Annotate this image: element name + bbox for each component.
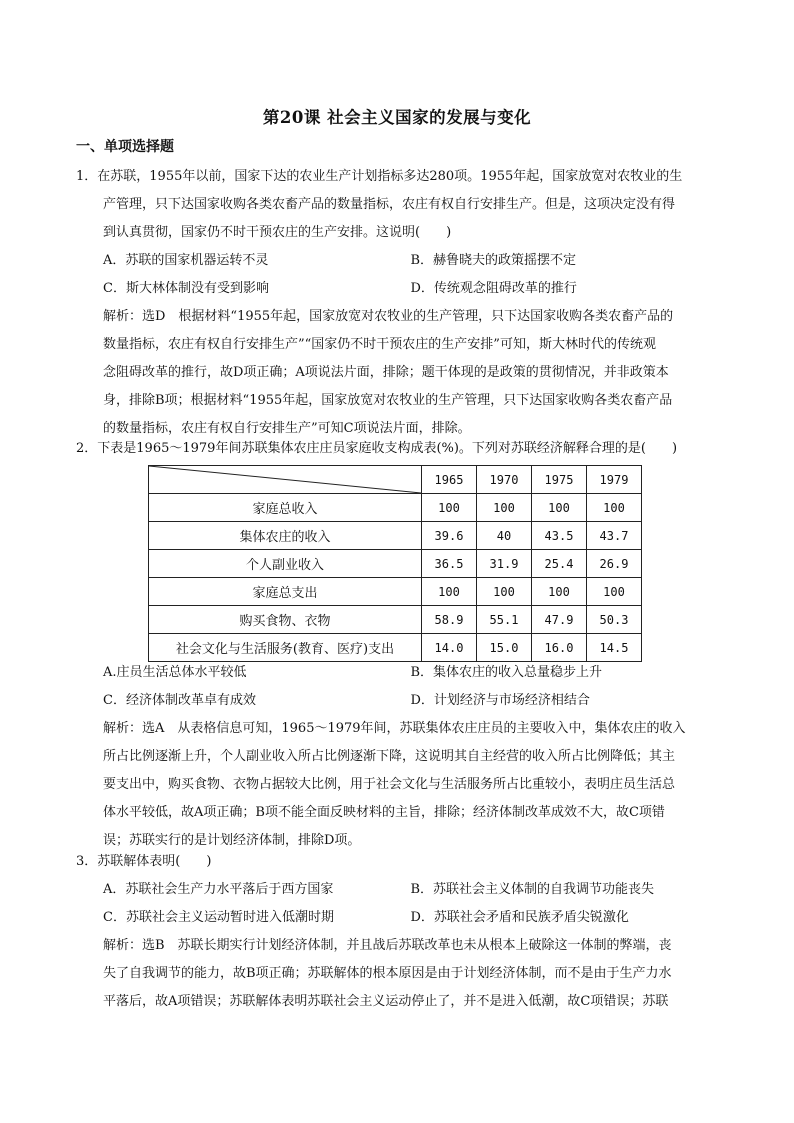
analysis-line: 所占比例逐渐上升，个人副业收入所占比例逐渐下降，这说明其自主经营的收入所占比例降低；其主: [103, 749, 676, 764]
table-cell: 100: [532, 494, 587, 522]
analysis-line: 身，排除B项；根据材料“1955年起，国家放宽对农牧业的生产管理，只下达国家收购各类农畜产品: [103, 393, 673, 408]
page-title: 第20课 社会主义国家的发展与变化: [262, 108, 532, 127]
analysis-line: 误；苏联实行的是计划经济体制，排除D项。: [103, 833, 361, 848]
row-label: 家庭总支出: [149, 578, 422, 606]
analysis-line: 失了自我调节的能力，故B项正确；苏联解体的根本原因是由于计划经济体制，而不是由于生产力水: [103, 966, 672, 981]
table-row: [149, 578, 642, 606]
table-row: [149, 494, 642, 522]
section-heading: 一、单项选择题: [76, 139, 174, 155]
table-cell: 100: [477, 578, 532, 606]
analysis-line: 要支出中，购买食物、衣物占据较大比例，用于社会文化与生活服务所占比重较小，表明庄员生活总: [103, 777, 676, 792]
question-stem-line: 1．在苏联，1955年以前，国家下达的农业生产计划指标多达280项。1955年起，国家放宽对农牧业的生: [76, 169, 683, 184]
table-corner-cell: [149, 466, 422, 494]
table-header-row: [149, 466, 642, 494]
table-cell: 39.6: [422, 522, 477, 550]
table-cell: 31.9: [477, 550, 532, 578]
analysis-line: 解析：选A 从表格信息可知，1965～1979年间，苏联集体农庄庄员的主要收入中，集体农庄的收入: [103, 721, 686, 736]
table-cell: 36.5: [422, 550, 477, 578]
table-cell: 50.3: [587, 606, 642, 634]
question-1: [76, 163, 718, 443]
options: [76, 247, 718, 303]
analysis-line: 解析：选D 根据材料“1955年起，国家放宽对农牧业的生产管理，只下达国家收购各类农畜产品的: [103, 309, 674, 324]
table-cell: 14.5: [587, 634, 642, 662]
table-row: [149, 634, 642, 662]
row-label: 购买食物、衣物: [149, 606, 422, 634]
option-a: A.庄员生活总体水平较低: [103, 665, 247, 680]
table-cell: 100: [532, 578, 587, 606]
option-d: D．传统观念阻碍改革的推行: [410, 281, 577, 296]
table-cell: 16.0: [532, 634, 587, 662]
analysis-line: 解析：选B 苏联长期实行计划经济体制，并且战后苏联改革也未从根本上破除这一体制的弊端，丧: [103, 938, 672, 953]
row-label: 家庭总收入: [149, 494, 422, 522]
table-cell: 100: [422, 578, 477, 606]
analysis-line: 的数量指标，农庄有权自行安排生产”可知C项说法片面，排除。: [103, 421, 471, 436]
table-row: [149, 606, 642, 634]
option-c: C．经济体制改革卓有成效: [103, 693, 256, 708]
diagonal-line: [149, 466, 421, 493]
row-label: 个人副业收入: [149, 550, 422, 578]
year-header: 1970: [477, 466, 532, 494]
table-cell: 15.0: [477, 634, 532, 662]
option-b: B．集体农庄的收入总量稳步上升: [410, 665, 603, 680]
table-cell: 100: [422, 494, 477, 522]
option-d: D．苏联社会矛盾和民族矛盾尖锐激化: [410, 910, 629, 925]
question-stem-line: 到认真贯彻，国家仍不时干预农庄的生产安排。这说明( ): [103, 225, 452, 240]
year-header: 1975: [532, 466, 587, 494]
question-2: [76, 435, 718, 463]
row-label: 社会文化与生活服务(教育、医疗)支出: [149, 634, 422, 662]
options: [76, 876, 718, 932]
analysis-line: 念阻碍改革的推行，故D项正确；A项说法片面，排除；题干体现的是政策的贯彻情况，并非政策本: [103, 365, 669, 380]
option-d: D．计划经济与市场经济相结合: [410, 693, 590, 708]
option-b: B．赫鲁晓夫的政策摇摆不定: [410, 253, 577, 268]
option-a: A．苏联社会生产力水平落后于西方国家: [103, 882, 334, 897]
row-label: 集体农庄的收入: [149, 522, 422, 550]
option-b: B．苏联社会主义体制的自我调节功能丧失: [410, 882, 655, 897]
question-stem-line: 2．下表是1965～1979年间苏联集体农庄庄员家庭收支构成表(%)。下列对苏联经济解释合理的是( ): [76, 441, 678, 456]
question-3: [76, 848, 718, 1016]
table-cell: 14.0: [422, 634, 477, 662]
table-cell: 26.9: [587, 550, 642, 578]
option-a: A．苏联的国家机器运转不灵: [103, 253, 269, 268]
question-2-continued: [76, 659, 718, 855]
year-header: 1965: [422, 466, 477, 494]
table-cell: 100: [587, 494, 642, 522]
question-stem-line: 3．苏联解体表明( ): [76, 854, 212, 869]
table-cell: 40: [477, 522, 532, 550]
analysis-line: 体水平较低，故A项正确；B项不能全面反映材料的主旨，排除；经济体制改革成效不大，故C项错: [103, 805, 665, 820]
table-cell: 55.1: [477, 606, 532, 634]
table-cell: 47.9: [532, 606, 587, 634]
table-row: [149, 550, 642, 578]
question-stem-line: 产管理，只下达国家收购各类农畜产品的数量指标，农庄有权自行安排生产。但是，这项决定没有得: [103, 197, 676, 212]
options: [76, 659, 718, 715]
table-cell: 25.4: [532, 550, 587, 578]
table-cell: 100: [587, 578, 642, 606]
table-cell: 100: [477, 494, 532, 522]
table-row: [149, 522, 642, 550]
analysis-line: 平落后，故A项错误；苏联解体表明苏联社会主义运动停止了，并不是进入低潮，故C项错误；苏联: [103, 994, 669, 1009]
table-cell: 43.7: [587, 522, 642, 550]
table-cell: 58.9: [422, 606, 477, 634]
table-cell: 43.5: [532, 522, 587, 550]
analysis-line: 数量指标，农庄有权自行安排生产”“国家仍不时干预农庄的生产安排”可知，斯大林时代的传统观: [103, 337, 656, 352]
year-header: 1979: [587, 466, 642, 494]
income-expense-table: [148, 465, 642, 662]
option-c: C．苏联社会主义运动暂时进入低潮时期: [103, 910, 334, 925]
option-c: C．斯大林体制没有受到影响: [103, 281, 269, 296]
